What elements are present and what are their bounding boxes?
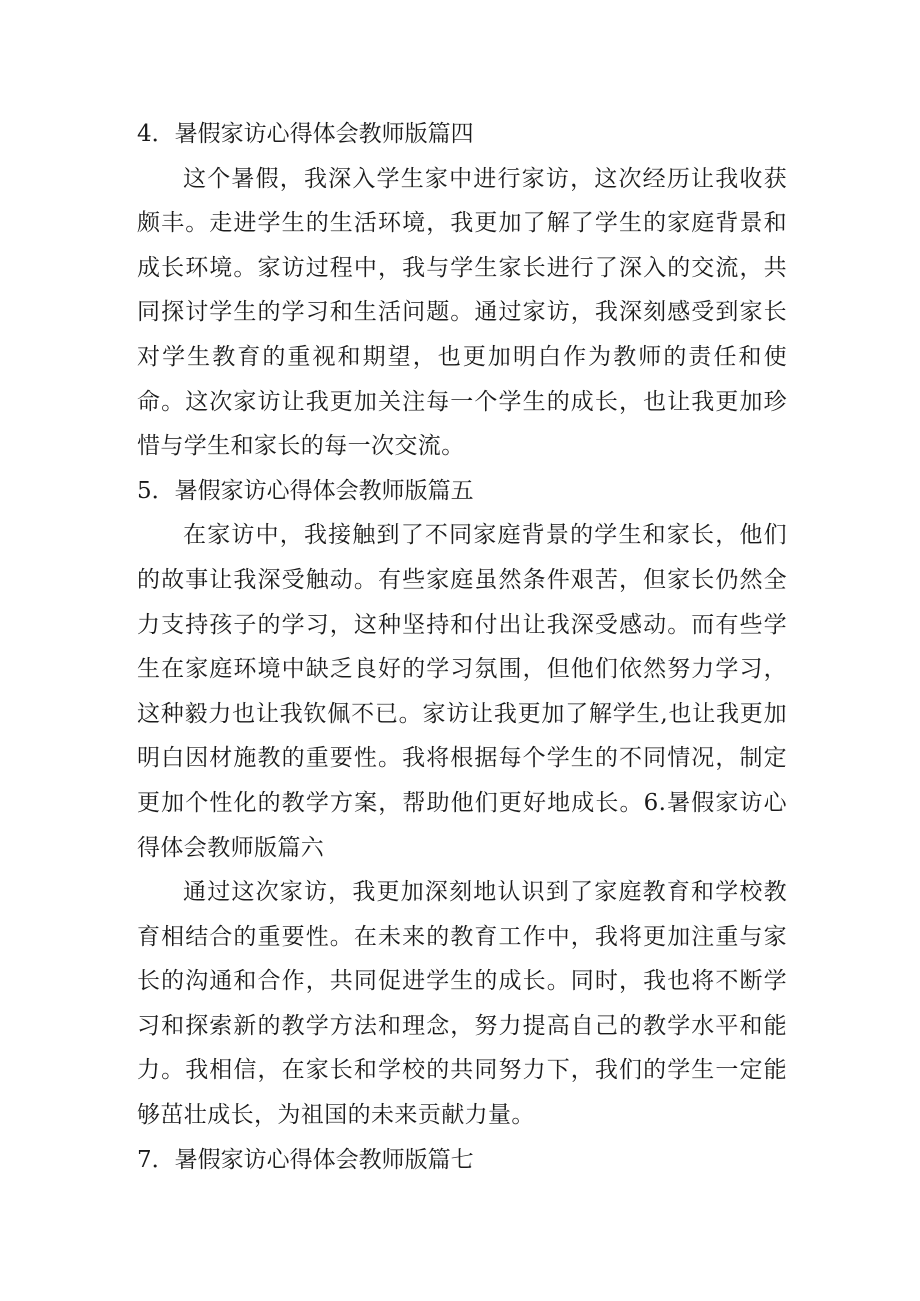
section-heading-7: 7．暑假家访心得体会教师版篇七 — [137, 1146, 474, 1173]
section-heading-5: 5．暑假家访心得体会教师版篇五 — [137, 477, 474, 504]
section-paragraph-4: 这个暑假，我深入学生家中进行家访，这次经历让我收获颇丰。走进学生的生活环境，我更加了解了学生的家庭背景和成长环境。家访过程中，我与学生家长进行了深入的交流，共同探讨学生的学习和生活问题。通过家访，我深刻感受到家长对学生教育的重视和期望，也更加明白作为教师的责任和使命。这次家访让我更加关注每一个学生的成长，也让我更加珍惜与学生和家长的每一次交流。 — [137, 165, 787, 460]
section-heading-4: 4．暑假家访心得体会教师版篇四 — [137, 121, 474, 147]
section-paragraph-6: 通过这次家访，我更加深刻地认识到了家庭教育和学校教育相结合的重要性。在未来的教育工作中，我将更加注重与家长的沟通和合作，共同促进学生的成长。同时，我也将不断学习和探索新的教学方法和理念，努力提高自己的教学水平和能力。我相信，在家长和学校的共同努力下，我们的学生一定能够茁壮成长，为祖国的未来贡献力量。 — [137, 879, 787, 1129]
document-page — [137, 112, 787, 1182]
section-paragraph-5: 在家访中，我接触到了不同家庭背景的学生和家长，他们的故事让我深受触动。有些家庭虽然条件艰苦，但家长仍然全力支持孩子的学习，这种坚持和付出让我深受感动。而有些学生在家庭环境中缺乏良好的学习氛围，但他们依然努力学习，这种毅力也让我钦佩不已。家访让我更加了解学生,也让我更加明白因材施教的重要性。我将根据每个学生的不同情况，制定更加个性化的教学方案，帮助他们更好地成长。6.暑假家访心得体会教师版篇六 — [137, 522, 787, 861]
